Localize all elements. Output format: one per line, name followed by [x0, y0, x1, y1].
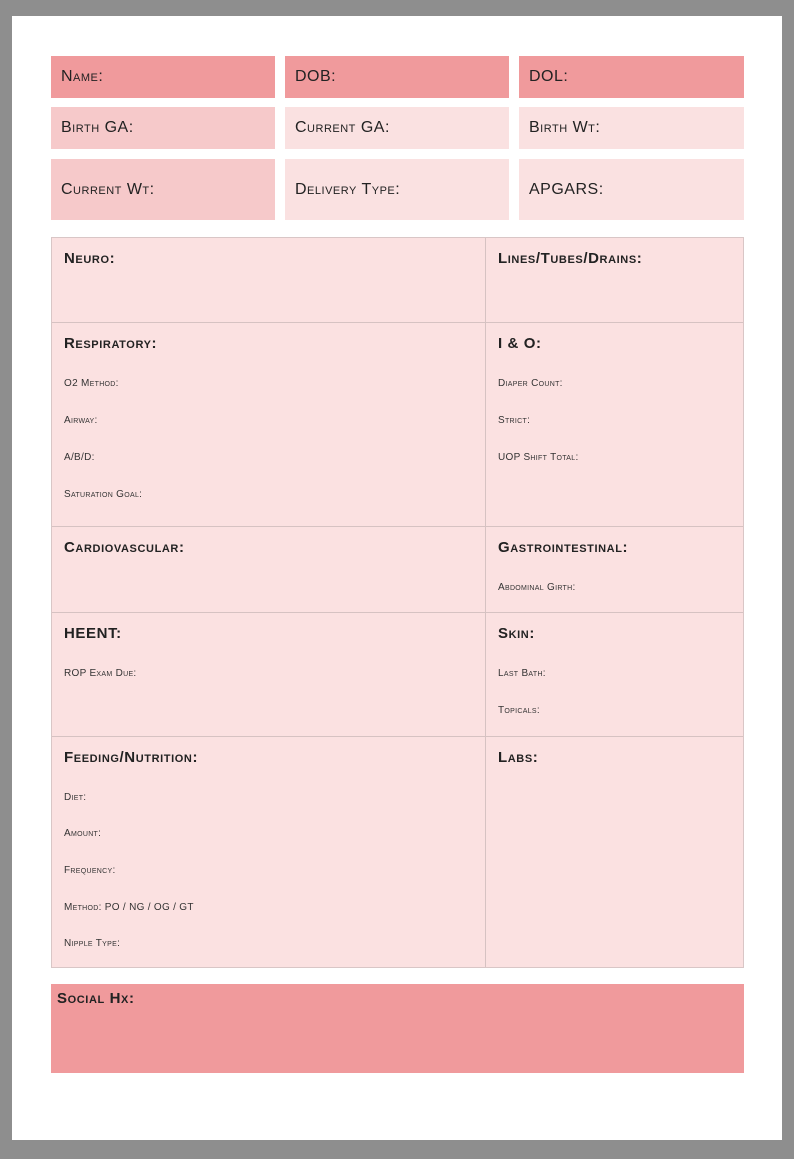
airway-field: Airway:: [64, 415, 98, 426]
apgars-label: APGARS:: [529, 180, 604, 198]
frequency-field: Frequency:: [64, 865, 116, 876]
name-label: Name:: [61, 68, 104, 85]
feeding-heading: Feeding/Nutrition:: [64, 749, 199, 766]
o2-method-field: O2 Method:: [64, 378, 119, 389]
uop-shift-total-field: UOP Shift Total:: [498, 452, 579, 463]
abd-field: A/B/D:: [64, 452, 95, 463]
method-field: Method: PO / NG / OG / GT: [64, 902, 194, 913]
heent-heading: HEENT:: [64, 625, 122, 642]
social-hx-heading: Social Hx:: [57, 990, 135, 1007]
dob-field[interactable]: [285, 56, 509, 98]
cardio-heading: Cardiovascular:: [64, 539, 185, 556]
saturation-goal-field: Saturation Goal:: [64, 489, 143, 500]
abdominal-girth-field: Abdominal Girth:: [498, 582, 576, 593]
topicals-field: Topicals:: [498, 705, 540, 716]
skin-heading: Skin:: [498, 625, 535, 642]
current-ga-label: Current GA:: [295, 119, 390, 136]
heent-section[interactable]: [52, 613, 486, 737]
labs-section[interactable]: [486, 737, 743, 967]
birth-ga-field[interactable]: [51, 107, 275, 149]
lines-heading: Lines/Tubes/Drains:: [498, 250, 643, 267]
current-wt-field[interactable]: [51, 159, 275, 220]
dob-label: DOB:: [295, 68, 337, 85]
dol-label: DOL:: [529, 68, 569, 85]
io-section[interactable]: [486, 323, 743, 527]
lines-section[interactable]: [486, 238, 743, 323]
apgars-field[interactable]: [519, 159, 744, 220]
current-wt-label: Current Wt:: [61, 180, 155, 198]
respiratory-heading: Respiratory:: [64, 335, 158, 352]
neuro-heading: Neuro:: [64, 250, 116, 267]
skin-section[interactable]: [486, 613, 743, 737]
respiratory-section[interactable]: [52, 323, 486, 527]
cardio-section[interactable]: [52, 527, 486, 613]
dol-field[interactable]: [519, 56, 744, 98]
systems-grid: [51, 237, 744, 968]
birth-wt-field[interactable]: [519, 107, 744, 149]
report-sheet: [12, 16, 782, 1140]
feeding-section[interactable]: [52, 737, 486, 967]
delivery-type-label: Delivery Type:: [295, 180, 401, 198]
diet-field: Diet:: [64, 792, 87, 803]
gi-section[interactable]: [486, 527, 743, 613]
current-ga-field[interactable]: [285, 107, 509, 149]
strict-field: Strict:: [498, 415, 531, 426]
labs-heading: Labs:: [498, 749, 539, 766]
delivery-type-field[interactable]: [285, 159, 509, 220]
rop-exam-due-field: ROP Exam Due:: [64, 668, 137, 679]
nipple-type-field: Nipple Type:: [64, 938, 121, 949]
birth-wt-label: Birth Wt:: [529, 119, 601, 136]
name-field[interactable]: [51, 56, 275, 98]
amount-field: Amount:: [64, 828, 102, 839]
io-heading: I & O:: [498, 335, 542, 352]
birth-ga-label: Birth GA:: [61, 119, 134, 136]
last-bath-field: Last Bath:: [498, 668, 546, 679]
social-hx-section[interactable]: [51, 984, 744, 1073]
diaper-count-field: Diaper Count:: [498, 378, 563, 389]
gi-heading: Gastrointestinal:: [498, 539, 629, 556]
neuro-section[interactable]: [52, 238, 486, 323]
